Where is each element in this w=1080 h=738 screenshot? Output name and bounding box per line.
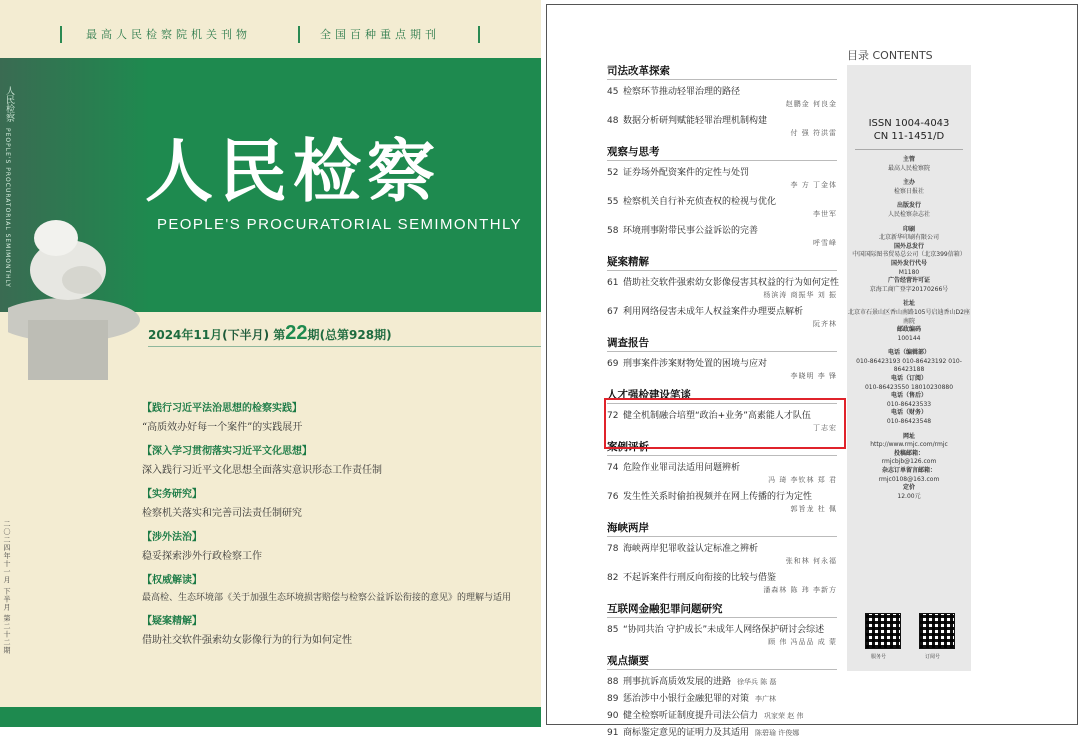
- spine-issue-text: 二〇二四年十一月 下半月 第二十二期: [3, 520, 11, 655]
- cover-feature: [142, 609, 532, 646]
- article-authors: 李广林: [755, 695, 777, 703]
- toc-article: [607, 541, 837, 554]
- article-title: 刑事案件涉案财物处置的困境与应对: [623, 359, 768, 369]
- article-title: 借助社交软件强索幼女影像侵害其权益的行为如何定性: [623, 278, 840, 288]
- article-title: 发生性关系时偷拍视频并在网上传播的行为定性: [623, 492, 813, 502]
- article-title: 健全检察听证制度提升司法公信力: [623, 711, 759, 721]
- cover-feature: [142, 439, 532, 476]
- cover-feature: [142, 396, 532, 433]
- issue-suffix: 期: [307, 328, 320, 342]
- issue-number: 22: [285, 322, 308, 344]
- page-number: 69: [607, 359, 619, 369]
- spine-en-title: PEOPLE'S PROCURATORIAL SEMIMONTHLY: [4, 128, 11, 288]
- toc-article: [607, 460, 837, 473]
- qr-label: 订阅号: [925, 654, 941, 660]
- page-number: 67: [607, 307, 619, 317]
- magazine-cover: [0, 0, 541, 727]
- page-number: 58: [607, 226, 619, 236]
- masthead-entry: 主管 最高人民检察院: [887, 156, 930, 172]
- feature-head: 【涉外法治】: [142, 532, 202, 543]
- toc-section: [607, 520, 837, 595]
- article-authors: 李世军: [813, 210, 837, 218]
- article-title: 健全机制融合培塑“政治+业务”高素能人才队伍: [623, 411, 811, 421]
- cover-en-title: PEOPLE'S PROCURATORIAL SEMIMONTHLY: [157, 216, 522, 233]
- toc-article: [607, 165, 837, 178]
- cover-bottom-band: [0, 707, 541, 727]
- article-title: 惩治涉中小银行金融犯罪的对策: [623, 694, 750, 704]
- masthead-entry: 社址 北京市石景山区香山南路105号启迪香山D2座南院 邮政编码 100144: [848, 300, 970, 342]
- toc-article: [607, 194, 837, 207]
- toc-article: [607, 84, 837, 97]
- page-number: 85: [607, 625, 619, 635]
- page-number: 72: [607, 411, 619, 421]
- article-authors: 张和林 何永福: [785, 557, 837, 565]
- toc-section: [607, 601, 837, 647]
- article-authors: 顾 伟 冯品品 成 蒙: [768, 638, 837, 646]
- contents-heading: 目录 CONTENTS: [847, 49, 933, 62]
- article-title: 危险作业罪司法适用问题辨析: [623, 463, 741, 473]
- masthead-entry: 印刷 北京新华印刷有限公司 国外总发行 中国国际图书贸易总公司（北京399信箱） 国外发行代号 M1180 广告经营许可证 京海工商广登字20170266号: [852, 225, 966, 293]
- issue-line: [148, 322, 392, 345]
- feature-head: 【践行习近平法治思想的检察实践】: [142, 403, 302, 414]
- masthead-panel: [847, 65, 971, 671]
- feature-sub: 最高检、生态环境部《关于加强生态环境损害赔偿与检察公益诉讼衔接的意见》的理解与适用: [142, 593, 512, 603]
- feature-sub: 稳妥探索涉外行政检察工作: [142, 551, 262, 562]
- section-title: 司法改革探索: [607, 63, 837, 80]
- feature-sub: 检察机关落实和完善司法责任制研究: [142, 508, 302, 519]
- page-number: 55: [607, 197, 619, 207]
- cover-feature-list: [142, 396, 532, 652]
- highlight-box: [604, 398, 846, 449]
- issn: ISSN 1004-4043: [868, 118, 950, 129]
- section-title: 观察与思考: [607, 144, 837, 161]
- issue-date: 2024年11月: [148, 328, 223, 342]
- issue-divider: [148, 346, 541, 347]
- masthead-divider: [855, 149, 963, 150]
- toc-section: [607, 63, 837, 138]
- article-authors: 李晓明 李 锋: [790, 372, 837, 380]
- toc-article: [607, 622, 837, 635]
- table-of-contents-page: [546, 4, 1078, 738]
- toc-article: [607, 708, 837, 721]
- toc-section: [607, 144, 837, 248]
- page-number: 78: [607, 544, 619, 554]
- article-title: “协同共治 守护成长”未成年人网络保护研讨会综述: [623, 625, 825, 635]
- cover-tagline: [60, 24, 490, 46]
- issue-no-label: 第: [273, 328, 286, 342]
- feature-head: 【疑案精解】: [142, 616, 202, 627]
- toc-section: [607, 254, 840, 329]
- article-authors: 徐华兵 陈 磊: [737, 678, 777, 686]
- toc-article: [607, 275, 840, 288]
- article-title: 证券场外配资案件的定性与处罚: [623, 168, 750, 178]
- qr-code-service[interactable]: [865, 613, 901, 649]
- article-title: 海峡两岸犯罪收益认定标准之辨析: [623, 544, 759, 554]
- masthead-entry: 电话（编辑部） 010-86423193 010-86423192 010-86423188 电话（订阅） 010-86423550 18010230880 电话（售后） 010-86423533 电话（财务） 010-86423548: [856, 349, 962, 426]
- toc-section: [607, 439, 837, 514]
- article-authors: 付 强 符洪雷: [790, 129, 837, 137]
- statue-image: [8, 170, 158, 380]
- page-number: 82: [607, 573, 619, 583]
- section-title: 互联网金融犯罪问题研究: [607, 601, 837, 618]
- cover-feature: [142, 482, 532, 519]
- article-title: 检察环节推动轻罪治理的路径: [623, 87, 741, 97]
- article-authors: 巩家荣 赵 伟: [764, 712, 804, 720]
- page-number: 90: [607, 711, 619, 721]
- article-authors: 陈碧瑜 许俊娜: [755, 729, 800, 737]
- masthead-entry: 主办 检察日报社: [893, 179, 924, 195]
- page-number: 74: [607, 463, 619, 473]
- page-number: 88: [607, 677, 619, 687]
- article-authors: 潘森林 陈 玮 李新方: [763, 586, 837, 594]
- section-title: 疑案精解: [607, 254, 837, 271]
- article-title: 刑事抗诉高质效发展的进路: [623, 677, 732, 687]
- article-authors: 李 方 丁金体: [790, 181, 837, 189]
- page-number: 91: [607, 728, 619, 738]
- issue-total: (总第928期): [319, 328, 392, 342]
- toc-article: [607, 223, 837, 236]
- toc-section: [607, 653, 837, 738]
- feature-head: 【实务研究】: [142, 489, 202, 500]
- toc-article: [607, 113, 837, 126]
- section-title: 调查报告: [607, 335, 837, 352]
- section-title: 人才强检建设笔谈: [607, 387, 837, 404]
- cover-feature: [142, 568, 532, 603]
- masthead-entry: 网址 http://www.rmjc.com/rmjc 投稿邮箱： rmjcbjb@126.com 杂志订单留言邮箱： rmjc0108@163.com 定价 12.00元: [870, 432, 948, 500]
- page-number: 45: [607, 87, 619, 97]
- spine-title: 人民检察: [4, 86, 14, 122]
- toc-section: [607, 335, 837, 381]
- toc-article: [607, 570, 837, 583]
- page-number: 61: [607, 278, 619, 288]
- issue-half: (下半月): [222, 328, 270, 342]
- toc-article: [607, 304, 837, 317]
- article-title: 商标鉴定意见的证明力及其适用: [623, 728, 750, 738]
- cover-feature: [142, 525, 532, 562]
- article-authors: 郭旨龙 杜 佩: [790, 505, 837, 513]
- toc-article: [607, 356, 837, 369]
- toc-article: [607, 674, 837, 687]
- feature-head: 【深入学习贯彻落实习近平文化思想】: [142, 446, 312, 457]
- feature-sub: 深入践行习近平文化思想全面落实意识形态工作责任制: [142, 465, 382, 476]
- article-authors: 杨滨涛 商振华 刘 振: [763, 291, 837, 299]
- feature-sub: “高质效办好每一个案件”的实践展开: [142, 422, 303, 433]
- toc-article: [607, 691, 837, 704]
- toc-article: [607, 489, 837, 502]
- article-title: 检察机关自行补充侦查权的检视与优化: [623, 197, 777, 207]
- cover-title: 人民检察: [145, 132, 442, 212]
- page-number: 52: [607, 168, 619, 178]
- article-authors: 阮齐林: [813, 320, 837, 328]
- feature-sub: 借助社交软件强索幼女影像行为的行为如何定性: [142, 635, 352, 646]
- article-title: 不起诉案件行刑反向衔接的比较与借鉴: [623, 573, 777, 583]
- tagline-left: 最高人民检察院机关刊物: [86, 28, 251, 41]
- feature-head: 【权威解读】: [142, 575, 202, 586]
- page-number: 89: [607, 694, 619, 704]
- article-authors: 丁志宏: [813, 424, 837, 432]
- qr-label: 服务号: [871, 654, 887, 660]
- article-authors: 赵鹏金 何良金: [785, 100, 837, 108]
- page-number: 48: [607, 116, 619, 126]
- article-title: 数据分析研判赋能轻罪治理机制构建: [623, 116, 768, 126]
- section-title: 海峡两岸: [607, 520, 837, 537]
- page-number: 76: [607, 492, 619, 502]
- qr-code-subscription[interactable]: [919, 613, 955, 649]
- article-authors: 呼雪峰: [813, 239, 837, 247]
- masthead-entry: 出版发行 人民检察杂志社: [887, 202, 930, 218]
- section-title: 案例评析: [607, 439, 837, 456]
- article-authors: 冯 琦 李钦林 郑 君: [768, 476, 837, 484]
- article-title: 环境刑事附带民事公益诉讼的完善: [623, 226, 759, 236]
- cn-number: CN 11-1451/D: [873, 131, 945, 142]
- article-title: 利用网络侵害未成年人权益案件办理要点解析: [623, 307, 804, 317]
- tagline-right: 全国百种重点期刊: [320, 28, 440, 41]
- issn-block: [847, 117, 971, 143]
- section-title: 观点撷要: [607, 653, 837, 670]
